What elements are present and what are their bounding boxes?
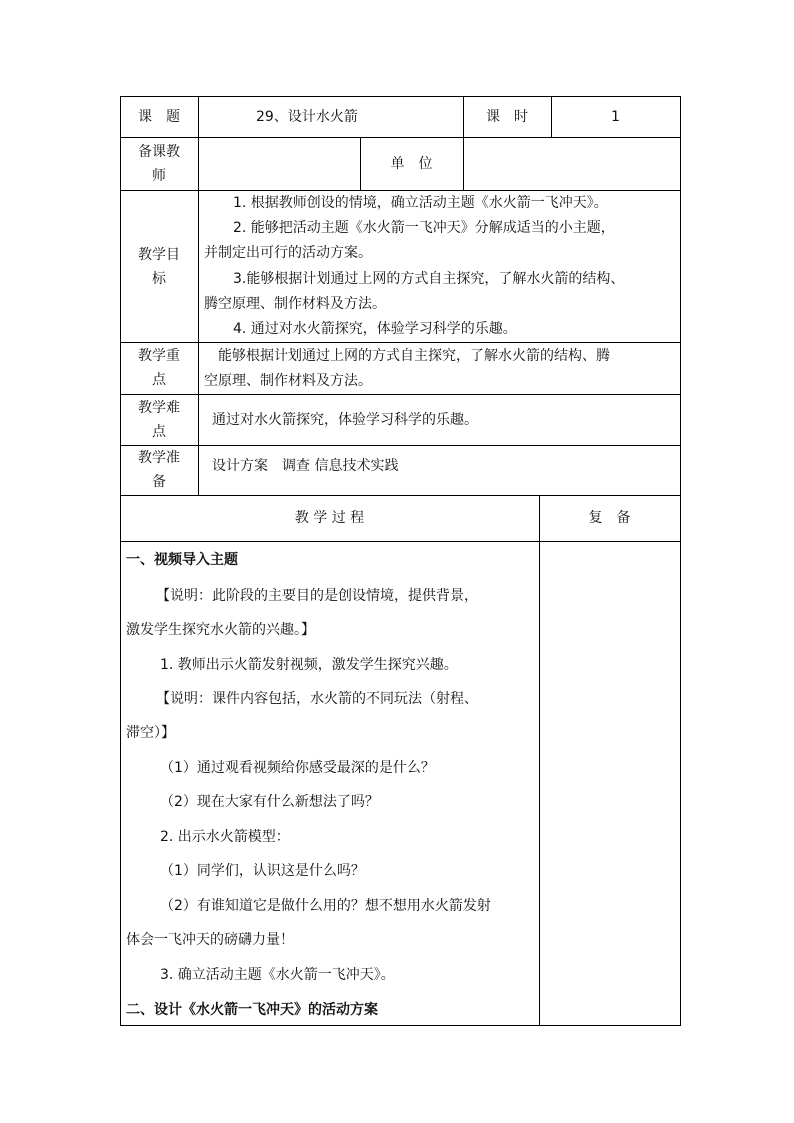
col-divider — [463, 137, 464, 190]
period-value: 1 — [611, 109, 620, 125]
objectives-label-line2: 标 — [152, 271, 166, 287]
row-divider — [120, 137, 681, 138]
topic-value: 29、设计水火箭 — [256, 109, 358, 125]
objective-line: 1. 根据教师创设的情境，确立活动主题《水火箭一飞冲天》。 — [233, 195, 608, 211]
preparation-label-line2: 备 — [152, 474, 166, 490]
col-divider — [539, 495, 540, 1025]
difficulties-text: 通过对水火箭探究，体验学习科学的乐趣。 — [212, 412, 478, 428]
process-line: （1）通过观看视频给你感受最深的是什么？ — [160, 760, 435, 776]
process-line: 滞空）】 — [126, 725, 175, 741]
review-header: 复 备 — [588, 510, 631, 526]
row-divider — [120, 190, 681, 191]
difficulties-label-line2: 点 — [152, 424, 166, 440]
key-points-line: 能够根据计划通过上网的方式自主探究，了解水火箭的结构、腾 — [218, 348, 610, 364]
col-divider — [198, 96, 199, 495]
preparation-text: 设计方案 调查 信息技术实践 — [212, 458, 399, 474]
process-section-heading: 一、视频导入主题 — [126, 552, 238, 568]
objectives-label-line1: 教学目 — [138, 247, 180, 263]
table-border-top — [120, 96, 681, 97]
unit-label: 单 位 — [390, 156, 433, 172]
process-line: 激发学生探究水火箭的兴趣。】 — [126, 622, 315, 638]
table-border-bottom — [120, 1025, 681, 1026]
objective-line: 3.能够根据计划通过上网的方式自主探究，了解水火箭的结构、 — [233, 271, 625, 287]
row-divider — [120, 541, 681, 542]
table-border-right — [680, 96, 681, 1026]
process-header: 教 学 过 程 — [294, 510, 365, 526]
row-divider — [120, 445, 681, 446]
process-line: 1. 教师出示火箭发射视频，激发学生探究兴趣。 — [160, 657, 458, 673]
objective-line: 4. 通过对水火箭探究，体验学习科学的乐趣。 — [233, 321, 517, 337]
difficulties-label-line1: 教学难 — [138, 400, 180, 416]
row-divider — [120, 394, 681, 395]
period-label: 课 时 — [486, 109, 528, 125]
process-line: 2. 出示水火箭模型： — [160, 829, 290, 845]
row-divider — [120, 495, 681, 496]
table-border-left — [120, 96, 121, 1026]
process-line: 3. 确立活动主题《水火箭一飞冲天》。 — [160, 967, 395, 983]
objective-line: 2. 能够把活动主题《水火箭一飞冲天》分解成适当的小主题， — [233, 220, 615, 236]
teacher-label-line2: 师 — [152, 168, 166, 184]
process-line: 【说明：课件内容包括，水火箭的不同玩法（射程、 — [156, 691, 478, 707]
topic-label: 课 题 — [138, 109, 180, 125]
process-section-heading: 二、设计《水火箭一飞冲天》的活动方案 — [126, 1002, 378, 1018]
objective-line: 腾空原理、制作材料及方法。 — [204, 296, 386, 312]
row-divider — [120, 342, 681, 343]
process-line: （2）有谁知道它是做什么用的？想不想用水火箭发射 — [160, 898, 491, 914]
key-points-label-line2: 点 — [152, 372, 166, 388]
teacher-label-line1: 备课教 — [138, 144, 180, 160]
process-line: （2）现在大家有什么新想法了吗？ — [160, 794, 379, 810]
process-line: 【说明：此阶段的主要目的是创设情境，提供背景， — [156, 588, 478, 604]
process-line: （1）同学们，认识这是什么吗？ — [160, 863, 365, 879]
process-line: 体会一飞冲天的磅礴力量！ — [126, 932, 294, 948]
key-points-label-line1: 教学重 — [138, 348, 180, 364]
key-points-line: 空原理、制作材料及方法。 — [204, 373, 372, 389]
preparation-label-line1: 教学准 — [138, 450, 180, 466]
objective-line: 并制定出可行的活动方案。 — [204, 245, 372, 261]
